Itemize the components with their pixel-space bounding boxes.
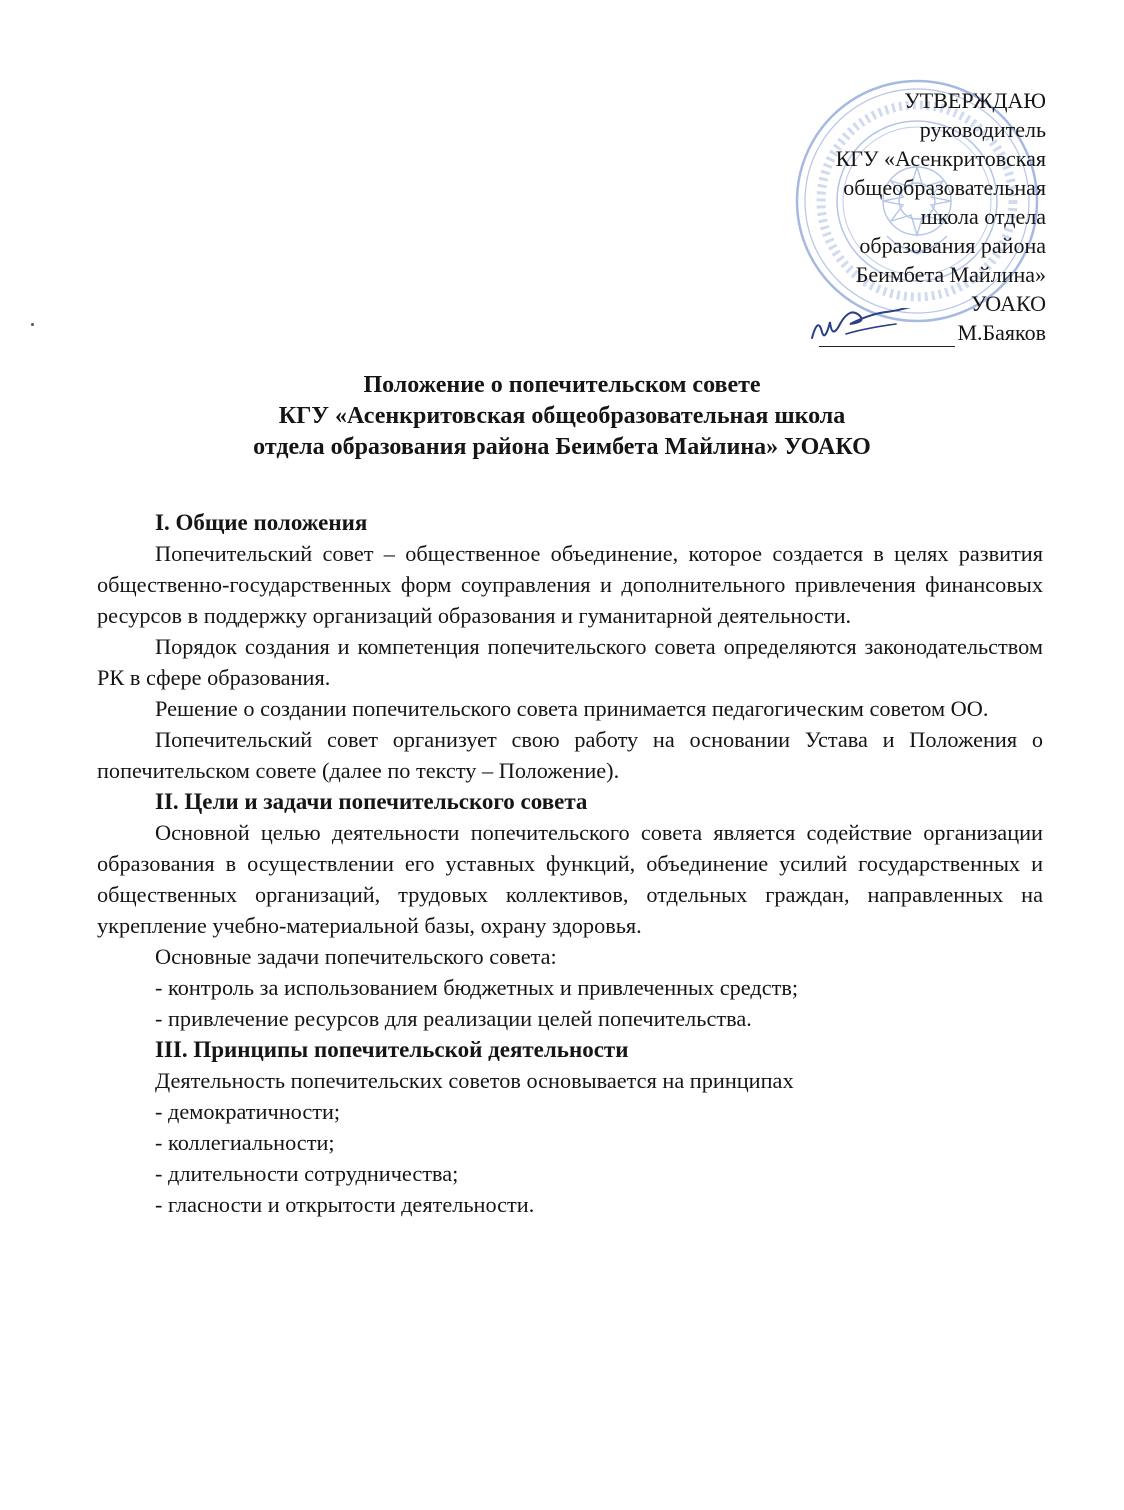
paragraph: Попечительский совет – общественное объединение, которое создается в целях развития общественно-государственных форм соуправления и дополнительного привлечения финансовых ресурсов в поддержку организаций образования и гуманитарной деятельности.: [97, 541, 1043, 628]
approval-line: общеобразовательная: [843, 175, 1046, 200]
approval-line: школа отдела: [920, 204, 1046, 229]
scan-speck: [31, 323, 34, 326]
paragraph: Основные задачи попечительского совета:: [155, 944, 557, 969]
title-line-3: отдела образования района Беимбета Майлина» УОАКО: [253, 434, 871, 460]
handwritten-signature: [806, 308, 946, 348]
list-item: - контроль за использованием бюджетных и привлеченных средств;: [155, 975, 799, 1000]
approval-line: руководитель: [919, 117, 1046, 142]
paragraph: Попечительский совет организует свою работу на основании Устава и Положения о попечительском совете (далее по тексту – Положение).: [97, 727, 1043, 783]
approval-line: Беимбета Майлина»: [855, 262, 1046, 287]
paragraph: Решение о создании попечительского совета принимается педагогическим советом ОО.: [155, 696, 989, 721]
section-heading: III. Принципы попечительской деятельности: [155, 1037, 629, 1062]
paragraph: Деятельность попечительских советов основывается на принципах: [155, 1068, 794, 1093]
paragraph: Порядок создания и компетенция попечительского совета определяются законодательством РК в сфере образования.: [97, 634, 1043, 690]
signer-name: М.Баяков: [957, 320, 1046, 345]
title-line-1: Положение о попечительском совете: [363, 372, 761, 398]
list-item: - длительности сотрудничества;: [155, 1161, 459, 1186]
title-line-2: КГУ «Асенкритовская общеобразовательная школа: [278, 403, 846, 429]
approval-line: КГУ «Асенкритовская: [835, 146, 1046, 171]
section-heading: II. Цели и задачи попечительского совета: [155, 789, 588, 814]
list-item: - демократичности;: [155, 1099, 341, 1124]
approval-line: образования района: [859, 233, 1046, 258]
document-title: [0, 370, 1124, 463]
section-heading: I. Общие положения: [155, 510, 368, 535]
paragraph: Основной целью деятельности попечительского совета является содействие организации образования в осуществлении его уставных функций, объединение усилий государственных и общественных организаций, трудовых коллективов, отдельных граждан, направленных на укрепление учебно-материальной базы, охрану здоровья.: [97, 820, 1043, 938]
list-item: - коллегиальности;: [155, 1130, 335, 1155]
approval-line: УОАКО: [970, 291, 1046, 316]
document-body: [97, 507, 1043, 1220]
list-item: - гласности и открытости деятельности.: [155, 1192, 535, 1217]
list-item: - привлечение ресурсов для реализации целей попечительства.: [155, 1006, 752, 1031]
approval-line: УТВЕРЖДАЮ: [904, 88, 1046, 113]
